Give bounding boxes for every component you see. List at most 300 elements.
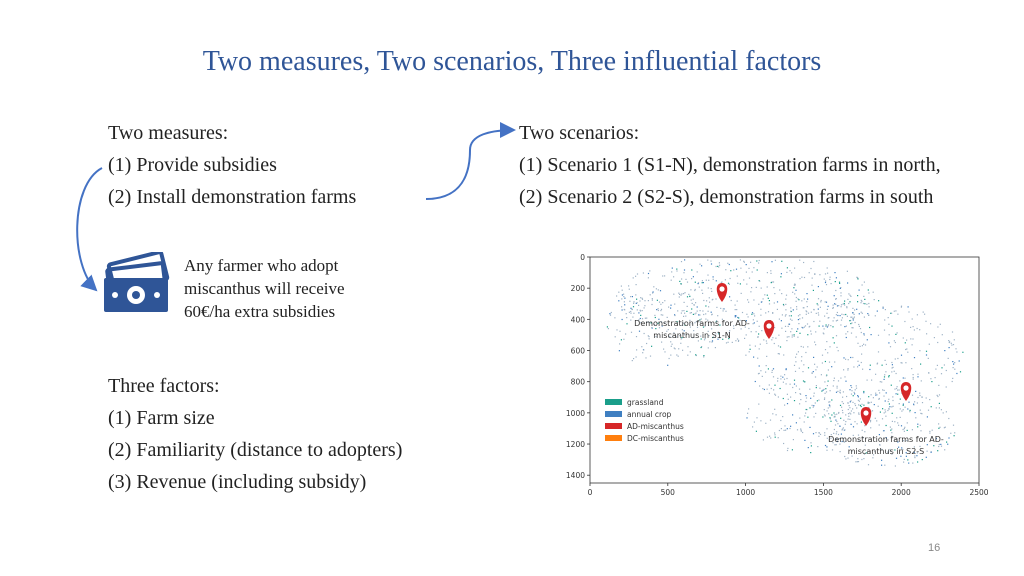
parcel-dot	[614, 317, 615, 318]
parcel-dot	[691, 278, 692, 279]
parcel-dot	[667, 317, 668, 318]
parcel-dot	[673, 294, 674, 295]
y-tick-label: 200	[570, 284, 585, 294]
parcel-dot	[920, 430, 921, 431]
parcel-dot	[642, 299, 643, 300]
parcel-dot	[852, 312, 853, 313]
parcel-dot	[861, 332, 862, 333]
parcel-dot	[830, 390, 831, 391]
parcel-dot	[632, 360, 633, 361]
parcel-dot	[868, 402, 869, 403]
parcel-dot	[928, 373, 929, 374]
parcel-dot	[896, 388, 897, 389]
parcel-dot	[951, 343, 952, 344]
parcel-dot	[834, 378, 835, 379]
parcel-dot	[784, 430, 785, 431]
parcel-dot	[857, 295, 858, 296]
parcel-dot	[878, 300, 879, 301]
parcel-dot	[939, 394, 940, 395]
parcel-dot	[884, 374, 885, 375]
parcel-dot	[888, 342, 889, 343]
parcel-dot	[765, 372, 766, 373]
parcel-dot	[931, 406, 932, 407]
parcel-dot	[725, 279, 726, 280]
parcel-dot	[747, 413, 748, 414]
parcel-dot	[887, 410, 888, 411]
parcel-dot	[687, 282, 688, 283]
parcel-dot	[625, 333, 626, 334]
parcel-dot	[816, 387, 817, 388]
parcel-dot	[732, 342, 733, 343]
parcel-dot	[937, 396, 938, 397]
parcel-dot	[743, 279, 744, 280]
parcel-dot	[865, 445, 866, 446]
parcel-dot	[787, 267, 788, 268]
parcel-dot	[882, 365, 883, 366]
parcel-dot	[862, 369, 863, 370]
parcel-dot	[864, 282, 865, 283]
parcel-dot	[904, 431, 905, 432]
parcel-dot	[805, 352, 806, 353]
measure-item: (1) Provide subsidies	[108, 154, 277, 176]
parcel-dot	[953, 367, 954, 368]
parcel-dot	[767, 286, 768, 287]
parcel-dot	[705, 313, 706, 314]
parcel-dot	[850, 357, 851, 358]
parcel-dot	[837, 312, 838, 313]
parcel-dot	[851, 424, 852, 425]
parcel-dot	[687, 346, 688, 347]
parcel-dot	[741, 328, 742, 329]
parcel-dot	[803, 364, 804, 365]
parcel-dot	[825, 301, 826, 302]
parcel-dot	[846, 307, 847, 308]
parcel-dot	[663, 349, 664, 350]
legend-swatch	[605, 423, 622, 429]
parcel-dot	[649, 338, 650, 339]
parcel-dot	[835, 424, 836, 425]
parcel-dot	[836, 421, 837, 422]
parcel-dot	[740, 268, 741, 269]
parcel-dot	[699, 287, 700, 288]
parcel-dot	[753, 319, 754, 320]
parcel-dot	[905, 349, 906, 350]
parcel-dot	[756, 417, 757, 418]
parcel-dot	[755, 346, 756, 347]
parcel-dot	[893, 406, 894, 407]
parcel-dot	[889, 375, 890, 376]
parcel-dot	[851, 327, 852, 328]
parcel-dot	[892, 396, 893, 397]
parcel-dot	[764, 294, 765, 295]
parcel-dot	[831, 366, 832, 367]
parcel-dot	[952, 361, 953, 362]
parcel-dot	[848, 419, 849, 420]
parcel-dot	[850, 385, 851, 386]
parcel-dot	[869, 306, 870, 307]
parcel-dot	[861, 354, 862, 355]
parcel-dot	[845, 359, 846, 360]
parcel-dot	[832, 449, 833, 450]
parcel-dot	[738, 341, 739, 342]
parcel-dot	[944, 364, 945, 365]
parcel-dot	[857, 366, 858, 367]
parcel-dot	[841, 407, 842, 408]
parcel-dot	[713, 276, 714, 277]
parcel-dot	[861, 312, 862, 313]
parcel-dot	[668, 307, 669, 308]
parcel-dot	[954, 362, 955, 363]
parcel-dot	[859, 313, 860, 314]
parcel-dot	[836, 431, 837, 432]
parcel-dot	[794, 334, 795, 335]
parcel-dot	[903, 405, 904, 406]
parcel-dot	[899, 403, 900, 404]
parcel-dot	[822, 291, 823, 292]
parcel-dot	[944, 350, 945, 351]
parcel-dot	[771, 372, 772, 373]
parcel-dot	[920, 410, 921, 411]
parcel-dot	[936, 407, 937, 408]
parcel-dot	[938, 385, 939, 386]
parcel-dot	[758, 304, 759, 305]
parcel-dot	[817, 366, 818, 367]
parcel-dot	[919, 393, 920, 394]
parcel-dot	[891, 406, 892, 407]
parcel-dot	[895, 465, 896, 466]
parcel-dot	[913, 374, 914, 375]
parcel-dot	[884, 390, 885, 391]
parcel-dot	[869, 327, 870, 328]
parcel-dot	[897, 390, 898, 391]
parcel-dot	[737, 276, 738, 277]
legend-label: AD-miscanthus	[627, 422, 684, 431]
parcel-dot	[930, 323, 931, 324]
parcel-dot	[787, 394, 788, 395]
parcel-dot	[813, 357, 814, 358]
parcel-dot	[694, 313, 695, 314]
parcel-dot	[877, 363, 878, 364]
parcel-dot	[930, 378, 931, 379]
parcel-dot	[711, 288, 712, 289]
parcel-dot	[863, 458, 864, 459]
parcel-dot	[882, 418, 883, 419]
y-tick-label: 0	[580, 253, 585, 262]
parcel-dot	[805, 325, 806, 326]
parcel-dot	[852, 402, 853, 403]
parcel-dot	[856, 385, 857, 386]
parcel-dot	[746, 272, 747, 273]
measures-heading: Two measures:	[108, 122, 229, 144]
parcel-dot	[879, 392, 880, 393]
parcel-dot	[745, 355, 746, 356]
parcel-dot	[956, 373, 957, 374]
parcel-dot	[939, 407, 940, 408]
parcel-dot	[811, 445, 812, 446]
parcel-dot	[775, 437, 776, 438]
parcel-dot	[787, 450, 788, 451]
parcel-dot	[780, 276, 781, 277]
parcel-dot	[695, 354, 696, 355]
parcel-dot	[838, 350, 839, 351]
parcel-dot	[836, 335, 837, 336]
parcel-dot	[796, 385, 797, 386]
parcel-dot	[856, 388, 857, 389]
parcel-dot	[695, 282, 696, 283]
parcel-dot	[811, 333, 812, 334]
parcel-dot	[841, 314, 842, 315]
parcel-dot	[646, 343, 647, 344]
parcel-dot	[633, 358, 634, 359]
x-tick-label: 0	[587, 488, 593, 497]
legend-swatch	[605, 399, 622, 405]
parcel-dot	[935, 377, 936, 378]
parcel-dot	[659, 302, 660, 303]
parcel-dot	[800, 428, 801, 429]
parcel-dot	[908, 311, 909, 312]
parcel-dot	[837, 320, 838, 321]
parcel-dot	[751, 314, 752, 315]
parcel-dot	[818, 436, 819, 437]
parcel-dot	[827, 385, 828, 386]
parcel-dot	[748, 408, 749, 409]
parcel-dot	[774, 302, 775, 303]
parcel-dot	[894, 340, 895, 341]
parcel-dot	[847, 282, 848, 283]
parcel-dot	[917, 397, 918, 398]
parcel-dot	[784, 379, 785, 380]
parcel-dot	[684, 313, 685, 314]
parcel-dot	[821, 300, 822, 301]
parcel-dot	[942, 334, 943, 335]
parcel-dot	[795, 371, 796, 372]
parcel-dot	[833, 385, 834, 386]
parcel-dot	[884, 319, 885, 320]
parcel-dot	[809, 427, 810, 428]
parcel-dot	[785, 430, 786, 431]
parcel-dot	[794, 380, 795, 381]
parcel-dot	[798, 315, 799, 316]
parcel-dot	[832, 326, 833, 327]
parcel-dot	[773, 281, 774, 282]
slide-title: Two measures, Two scenarios, Three influential factors	[202, 46, 822, 77]
parcel-dot	[913, 326, 914, 327]
parcel-dot	[699, 264, 700, 265]
parcel-dot	[912, 463, 913, 464]
parcel-dot	[937, 326, 938, 327]
parcel-dot	[826, 450, 827, 451]
parcel-dot	[648, 273, 649, 274]
parcel-dot	[949, 347, 950, 348]
parcel-dot	[883, 308, 884, 309]
parcel-dot	[864, 335, 865, 336]
parcel-dot	[797, 429, 798, 430]
parcel-dot	[771, 388, 772, 389]
parcel-dot	[922, 459, 923, 460]
parcel-dot	[807, 417, 808, 418]
parcel-dot	[842, 317, 843, 318]
parcel-dot	[860, 405, 861, 406]
parcel-dot	[650, 356, 651, 357]
parcel-dot	[836, 347, 837, 348]
parcel-dot	[765, 423, 766, 424]
parcel-dot	[920, 425, 921, 426]
parcel-dot	[660, 304, 661, 305]
parcel-dot	[703, 300, 704, 301]
parcel-dot	[765, 312, 766, 313]
parcel-dot	[794, 268, 795, 269]
parcel-dot	[785, 304, 786, 305]
parcel-dot	[833, 305, 834, 306]
parcel-dot	[796, 297, 797, 298]
parcel-dot	[621, 306, 622, 307]
annotation-north-line: Demonstration farms for AD-	[634, 319, 750, 328]
parcel-dot	[828, 407, 829, 408]
parcel-dot	[767, 272, 768, 273]
parcel-dot	[827, 410, 828, 411]
parcel-dot	[859, 290, 860, 291]
parcel-dot	[835, 290, 836, 291]
parcel-dot	[674, 348, 675, 349]
parcel-dot	[844, 301, 845, 302]
parcel-dot	[810, 268, 811, 269]
parcel-dot	[735, 309, 736, 310]
parcel-dot	[735, 340, 736, 341]
y-tick-label: 800	[570, 377, 585, 387]
parcel-dot	[845, 314, 846, 315]
parcel-dot	[670, 305, 671, 306]
parcel-dot	[608, 328, 609, 329]
parcel-dot	[759, 326, 760, 327]
parcel-dot	[848, 293, 849, 294]
parcel-dot	[843, 427, 844, 428]
parcel-dot	[768, 368, 769, 369]
parcel-dot	[684, 302, 685, 303]
parcel-dot	[836, 320, 837, 321]
parcel-dot	[833, 320, 834, 321]
parcel-dot	[796, 309, 797, 310]
parcel-dot	[682, 350, 683, 351]
parcel-dot	[833, 337, 834, 338]
parcel-dot	[752, 426, 753, 427]
parcel-dot	[896, 417, 897, 418]
parcel-dot	[857, 458, 858, 459]
parcel-dot	[904, 427, 905, 428]
parcel-dot	[895, 358, 896, 359]
parcel-dot	[937, 450, 938, 451]
parcel-dot	[633, 313, 634, 314]
parcel-dot	[920, 364, 921, 365]
parcel-dot	[843, 420, 844, 421]
parcel-dot	[681, 261, 682, 262]
parcel-dot	[912, 318, 913, 319]
parcel-dot	[784, 405, 785, 406]
parcel-dot	[794, 293, 795, 294]
parcel-dot	[835, 304, 836, 305]
parcel-dot	[623, 339, 624, 340]
parcel-dot	[795, 361, 796, 362]
parcel-dot	[769, 300, 770, 301]
arrow-to-scenarios	[426, 130, 514, 199]
parcel-dot	[828, 306, 829, 307]
parcel-dot	[623, 294, 624, 295]
parcel-dot	[644, 307, 645, 308]
parcel-dot	[841, 306, 842, 307]
parcel-dot	[781, 328, 782, 329]
parcel-dot	[849, 301, 850, 302]
parcel-dot	[629, 301, 630, 302]
parcel-dot	[844, 429, 845, 430]
parcel-dot	[766, 365, 767, 366]
parcel-dot	[759, 281, 760, 282]
parcel-dot	[873, 397, 874, 398]
parcel-dot	[813, 405, 814, 406]
parcel-dot	[954, 435, 955, 436]
parcel-dot	[782, 314, 783, 315]
subsidy-note	[184, 254, 345, 323]
parcel-dot	[783, 354, 784, 355]
parcel-dot	[826, 375, 827, 376]
parcel-dot	[868, 292, 869, 293]
parcel-dot	[804, 415, 805, 416]
parcel-dot	[823, 333, 824, 334]
parcel-dot	[799, 278, 800, 279]
parcel-dot	[888, 401, 889, 402]
parcel-dot	[878, 399, 879, 400]
parcel-dot	[857, 423, 858, 424]
parcel-dot	[903, 429, 904, 430]
parcel-dot	[672, 268, 673, 269]
parcel-dot	[813, 261, 814, 262]
parcel-dot	[878, 390, 879, 391]
parcel-dot	[708, 311, 709, 312]
parcel-dot	[759, 365, 760, 366]
parcel-dot	[896, 373, 897, 374]
parcel-dot	[672, 344, 673, 345]
parcel-dot	[854, 317, 855, 318]
parcel-dot	[631, 308, 632, 309]
parcel-dot	[859, 365, 860, 366]
parcel-dot	[709, 341, 710, 342]
parcel-dot	[919, 350, 920, 351]
parcel-dot	[644, 333, 645, 334]
parcel-dot	[806, 314, 807, 315]
subsidy-line: 60€/ha extra subsidies	[184, 302, 336, 321]
parcel-dot	[810, 442, 811, 443]
parcel-dot	[814, 342, 815, 343]
parcel-dot	[744, 262, 745, 263]
parcel-dot	[842, 412, 843, 413]
parcel-dot	[784, 425, 785, 426]
parcel-dot	[842, 410, 843, 411]
parcel-dot	[954, 369, 955, 370]
parcel-dot	[912, 429, 913, 430]
parcel-dot	[706, 300, 707, 301]
parcel-dot	[622, 294, 623, 295]
parcel-dot	[840, 324, 841, 325]
parcel-dot	[863, 296, 864, 297]
parcel-dot	[808, 313, 809, 314]
parcel-dot	[633, 303, 634, 304]
parcel-dot	[891, 313, 892, 314]
parcel-dot	[709, 302, 710, 303]
parcel-dot	[881, 381, 882, 382]
parcel-dot	[637, 309, 638, 310]
parcel-dot	[879, 424, 880, 425]
parcel-dot	[793, 287, 794, 288]
parcel-dot	[703, 314, 704, 315]
parcel-dot	[946, 442, 947, 443]
